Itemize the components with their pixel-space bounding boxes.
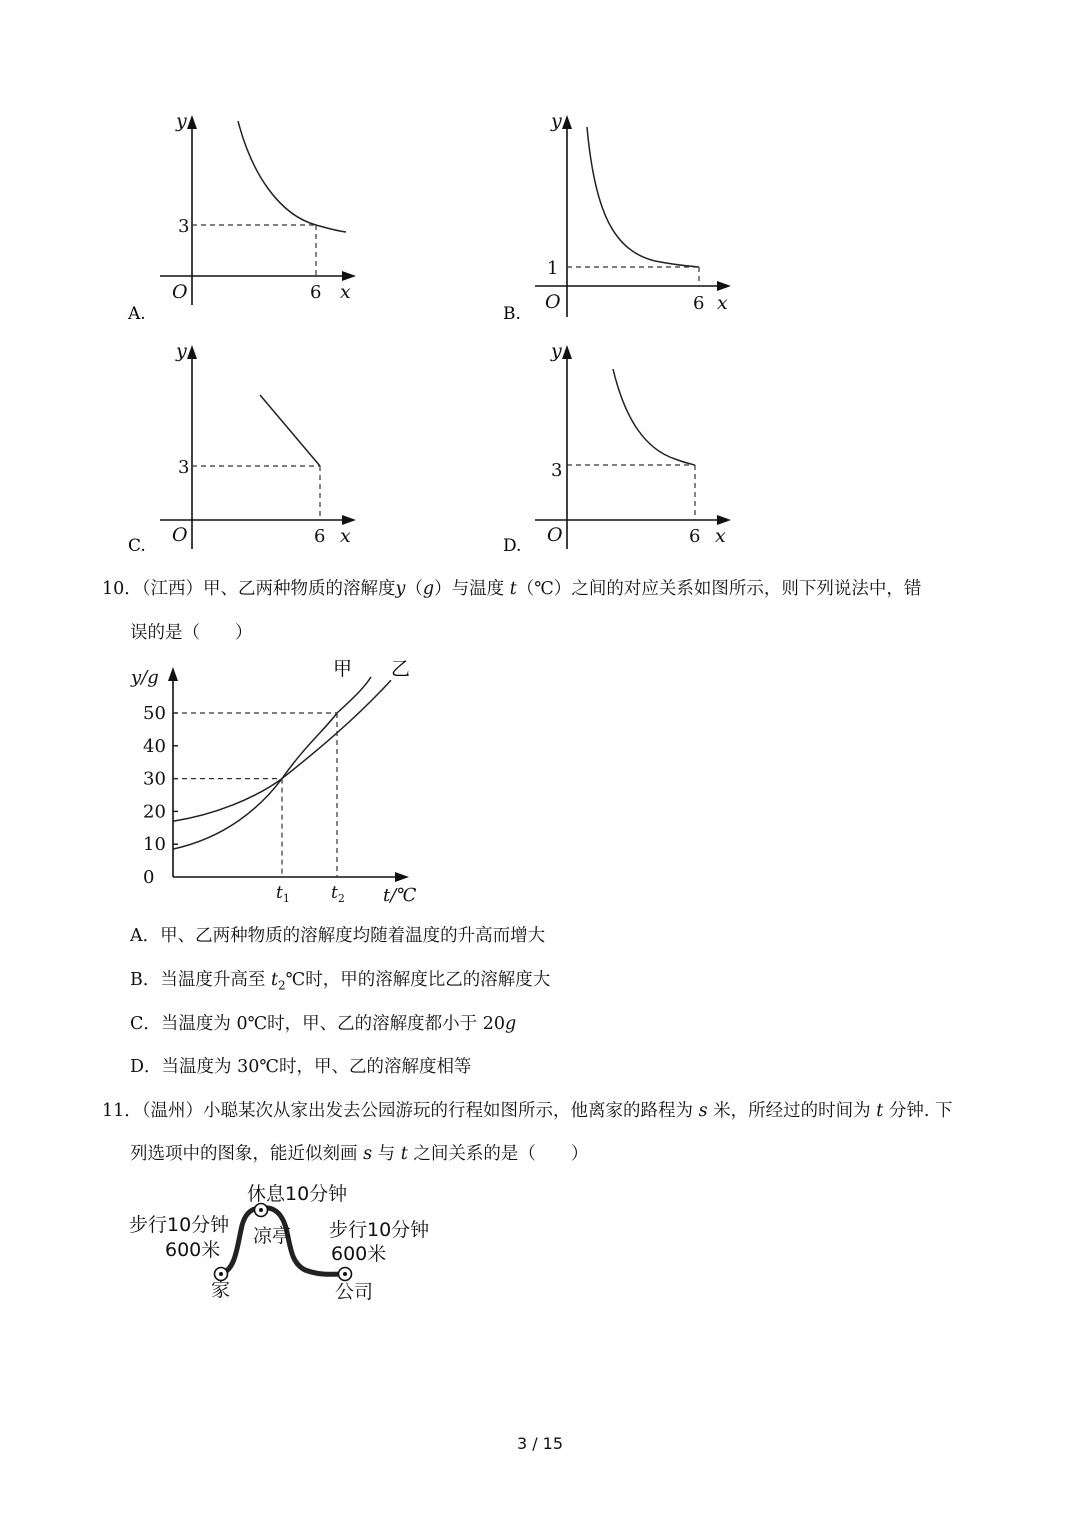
q10-choice-c [130,1010,516,1035]
y-label: y [176,340,187,362]
curve [238,121,346,232]
x-axis-arrow [717,515,731,525]
route-map [125,1178,445,1308]
line-segment [260,395,320,466]
q10-var-t: t [509,579,517,599]
q11-text-b: 米，所经过的时间为 [713,1101,871,1121]
choice-text: 当温度为 30℃时，甲、乙的溶解度相等 [161,1057,472,1077]
q11-var-t: t [876,1101,884,1121]
graph-option-a [120,105,380,335]
x-tick-label-t2: $t_2$ [331,883,345,905]
q10-text-a: （江西）甲、乙两种物质的溶解度 [141,579,396,599]
choice-text-pre: 当温度升高至 [160,970,271,990]
y-mark: 3 [178,216,190,237]
x-mark: 6 [689,526,701,547]
choice-text-post: ℃时，甲的溶解度比乙的溶解度大 [285,970,551,990]
y-axis-arrow [168,667,178,681]
q10-var-y: y [395,579,406,599]
q10-number: 10． [102,579,142,599]
choice-label: B． [130,970,161,990]
graph-option-c [120,335,380,565]
q10-text-b: 与温度 [451,579,505,599]
choice-label: D． [130,1057,162,1077]
y-tick-label: 10 [143,834,166,856]
y-axis-label: y/g [131,667,159,688]
map-company: 公司 [335,1281,374,1303]
q11-number: 11． [102,1101,142,1121]
q11-text-e: 之间关系的是（ ） [413,1144,589,1164]
q11-text-c: 分钟. 下 [888,1101,953,1121]
q10-line1 [102,575,921,600]
curve [613,369,695,465]
x-axis-arrow [395,872,409,882]
x-axis-arrow [342,271,356,281]
q10-paren-close: ） [434,579,452,599]
q10-unit-g: g [422,579,435,599]
option-label: D. [503,536,522,556]
curve [587,127,699,267]
y-axis-arrow [187,345,197,359]
map-home: 家 [211,1279,231,1301]
option-label: B. [503,304,521,324]
x-axis-label: t/℃ [383,885,417,906]
choice-text-pre: 当温度为 0℃时，甲、乙的溶解度都小于 20 [160,1014,505,1034]
origin-label: O [172,524,188,546]
q10-paren-open: （ [405,579,423,599]
x-label: x [340,281,351,303]
x-label: x [717,292,728,314]
q11-text-d: 列选项中的图象，能近似刻画 [130,1144,358,1164]
q10-line2: 误的是（ ） [130,623,253,643]
x-label: x [715,525,726,547]
choice-text: 甲、乙两种物质的溶解度均随着温度的升高而增大 [160,926,546,946]
y-axis-arrow [562,115,572,129]
q11-line2 [130,1140,588,1165]
y-label: y [551,340,562,362]
series-label-yi: 乙 [391,658,411,680]
map-left-top: 步行10分钟 [129,1214,230,1236]
origin-label: O [172,281,188,303]
q10-choice-a [130,922,545,947]
x-mark: 6 [693,293,705,314]
origin-label: O [547,524,563,546]
x-mark: 6 [310,282,322,303]
solubility-chart [125,655,425,905]
q10-choice-d [130,1053,471,1078]
page-number: 3 / 15 [516,1434,564,1453]
y-mark: 3 [551,460,563,481]
y-axis-arrow [187,115,197,129]
y-axis-arrow [562,345,572,359]
q11-var-s: s [698,1101,708,1121]
q11-text-mid: 与 [377,1144,396,1164]
y-tick-label: 50 [143,703,166,724]
y-mark: 1 [547,258,559,279]
y-mark: 3 [178,457,190,478]
x-tick-label-t1: $t_1$ [276,883,290,905]
y-tick-label: 40 [143,735,166,757]
map-right-bottom: 600米 [331,1243,387,1265]
y-tick-label: 20 [143,801,166,823]
map-right-top: 步行10分钟 [329,1219,430,1241]
x-axis-arrow [717,281,731,291]
y-tick-label: 30 [143,768,166,790]
q10-text-c: （℃）之间的对应关系如图所示，则下列说法中，错 [516,579,922,599]
map-left-bottom: 600米 [165,1239,221,1261]
q11-text-a: （温州）小聪某次从家出发去公园游玩的行程如图所示，他离家的路程为 [141,1101,694,1121]
graph-option-d [495,335,755,565]
pavilion-marker [255,1204,268,1217]
choice-label: C． [130,1014,161,1034]
y-label: y [551,110,562,132]
x-axis-arrow [342,515,356,525]
series-label-jia: 甲 [333,658,353,680]
choice-label: A． [130,926,161,946]
choice-sub: 2 [277,978,286,993]
choice-var-t: t [270,970,278,990]
q11-var-t2: t [400,1144,408,1164]
option-label: A. [128,304,146,324]
q11-line1 [102,1097,953,1122]
x-mark: 6 [314,526,326,547]
graph-option-b [495,105,755,335]
company-marker [339,1268,352,1281]
x-label: x [340,525,351,547]
choice-unit-g: g [505,1014,517,1034]
map-middle-top: 休息10分钟 [247,1183,348,1205]
origin-label: O [545,291,561,313]
option-label: C. [128,536,146,556]
q11-var-s2: s [363,1144,373,1164]
y-tick-label: 0 [143,867,155,888]
map-pavilion: 凉亭 [253,1225,292,1247]
y-label: y [176,110,187,132]
series-jia-curve [173,677,371,849]
q10-choice-b [130,966,550,993]
